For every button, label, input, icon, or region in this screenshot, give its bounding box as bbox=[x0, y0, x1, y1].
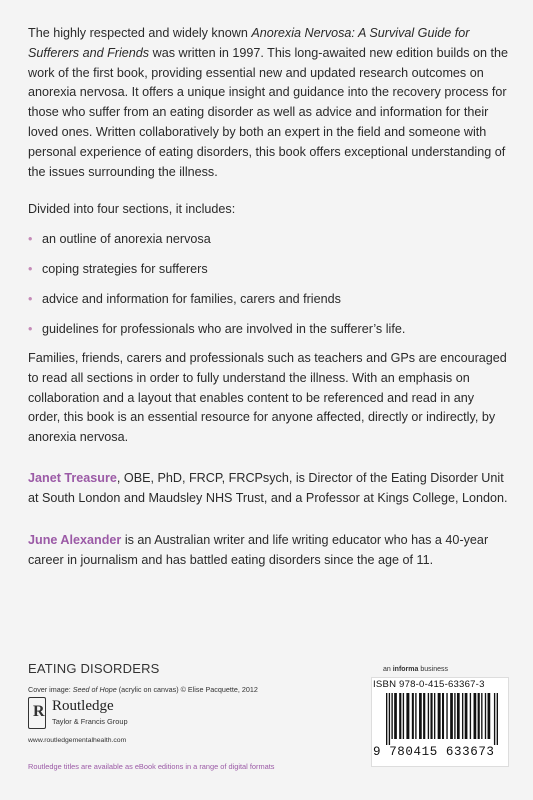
blurb-paragraph-3: Families, friends, carers and professionals such as teachers and GPs are encouraged to read all sections in order to fully understand the illness. With an emphasis on collaboration and a layout that enables content to be referenced and read in any order, this book is an essential resource for anyone affected, directly or indirectly, by anorexia nervosa. bbox=[28, 351, 507, 445]
list-item-text: advice and information for families, carers and friends bbox=[42, 292, 341, 306]
list-item bbox=[28, 260, 508, 290]
list-item bbox=[28, 320, 508, 350]
author-bio-alexander bbox=[28, 531, 508, 571]
ebook-note: Routledge titles are available as eBook editions in a range of digital formats bbox=[28, 762, 275, 771]
credit-post: (acrylic on canvas) © Elise Pacquette, 2012 bbox=[116, 685, 258, 694]
sections-intro: Divided into four sections, it includes: bbox=[28, 202, 236, 216]
para1-post: was written in 1997. This long-awaited new edition builds on the work of the first book, providing essential new and updated research outcomes on anorexia nervosa. It offers a unique insight and guidance into the recovery process for those who suffer from an eating disorder as well as advice and information for their loved ones. Written collaboratively by both an expert in the field and someone with personal experience of eating disorders, this book offers exceptional understanding of the issues surrounding the illness. bbox=[28, 45, 509, 179]
bullet-icon: • bbox=[28, 292, 33, 306]
list-item bbox=[28, 290, 508, 320]
author-name: June Alexander bbox=[28, 533, 122, 547]
barcode-icon bbox=[386, 693, 498, 745]
series-label: EATING DISORDERS bbox=[28, 661, 160, 676]
author-name: Janet Treasure bbox=[28, 471, 117, 485]
publisher-website: www.routledgementalhealth.com bbox=[28, 737, 127, 744]
artwork-title: Seed of Hope bbox=[72, 685, 117, 694]
routledge-mark-icon bbox=[28, 697, 46, 729]
bullet-icon: • bbox=[28, 232, 33, 246]
informa-business-label bbox=[383, 666, 448, 673]
first-book-title: Anorexia Nervosa: A Survival Guide for Sufferers and Friends bbox=[28, 26, 470, 60]
para1-pre: The highly respected and widely known bbox=[28, 26, 252, 40]
author-bio-text: , OBE, PhD, FRCP, FRCPsych, is Director of the Eating Disorder Unit at South London and Maudsley NHS Trust, and a Professor at Kings College, London. bbox=[28, 471, 508, 505]
informa-pre: an bbox=[383, 666, 393, 673]
credit-pre: Cover image: bbox=[28, 685, 73, 694]
informa-name: informa bbox=[392, 666, 419, 673]
bullet-icon: • bbox=[28, 322, 33, 336]
cover-image-credit bbox=[28, 685, 258, 694]
author-bio-treasure bbox=[28, 469, 508, 509]
publisher-name: Routledge bbox=[52, 698, 114, 714]
bullet-icon: • bbox=[28, 262, 33, 276]
blurb-paragraph-1 bbox=[28, 24, 508, 182]
author-bio-text: is an Australian writer and life writing educator who has a 40-year career in journalism and has battled eating disorders since the age of 11. bbox=[28, 533, 489, 567]
logo-mark-letter: R bbox=[33, 703, 45, 720]
list-item bbox=[28, 230, 508, 260]
barcode-number: 9 780415 633673 bbox=[373, 745, 495, 759]
isbn-label: ISBN 978-0-415-63367-3 bbox=[373, 679, 485, 690]
sections-list bbox=[28, 230, 508, 350]
list-item-text: guidelines for professionals who are involved in the sufferer’s life. bbox=[42, 322, 406, 336]
informa-post: business bbox=[418, 666, 448, 673]
list-item-text: coping strategies for sufferers bbox=[42, 262, 208, 276]
publisher-group: Taylor & Francis Group bbox=[52, 717, 128, 726]
list-item-text: an outline of anorexia nervosa bbox=[42, 232, 211, 246]
publisher-logo bbox=[28, 697, 188, 733]
